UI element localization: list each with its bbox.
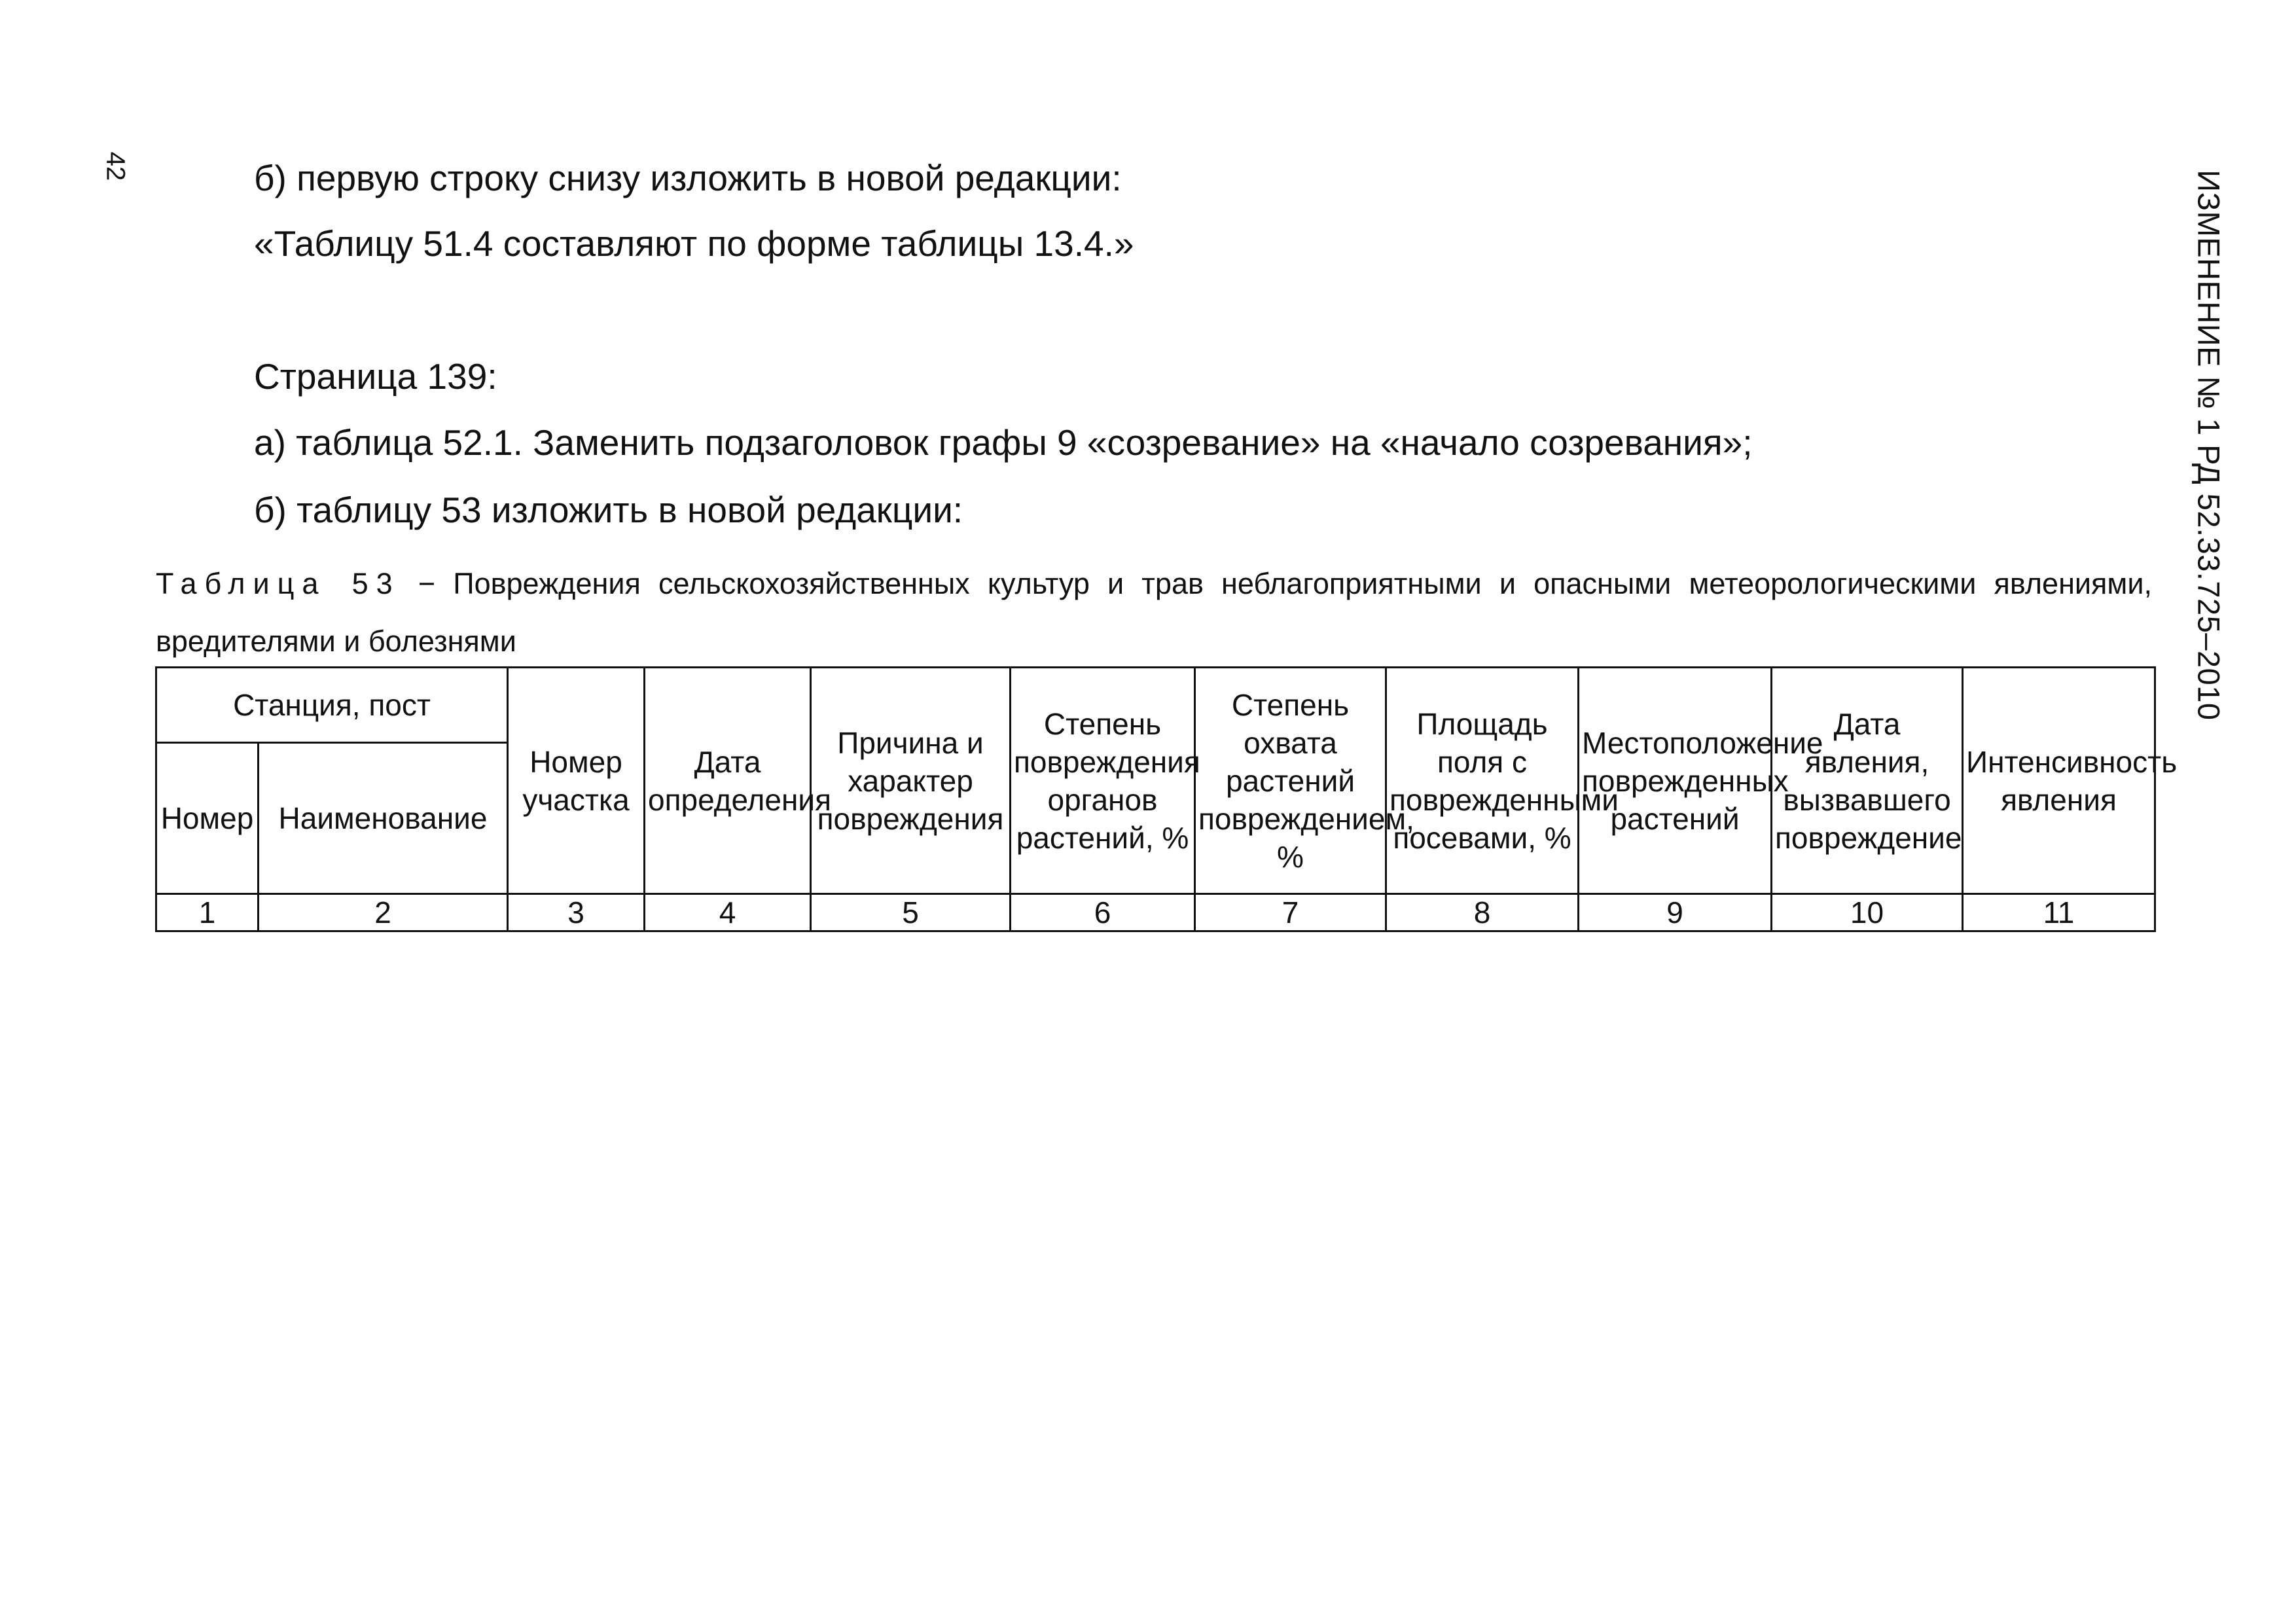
body-line-4: а) таблица 52.1. Заменить подзаголовок графы 9 «созревание» на «начало созревания»; (254, 422, 1753, 463)
column-number: 11 (1963, 894, 2155, 931)
column-number: 3 (508, 894, 645, 931)
column-number: 10 (1772, 894, 1963, 931)
table-caption-label: Таблица 53 (156, 567, 401, 600)
page-number-text: 42 (101, 151, 130, 181)
column-number: 2 (259, 894, 508, 931)
header-intensity: Интенсивность явления (1963, 668, 2155, 894)
header-damage-degree: Степень повреждения органов растений, % (1011, 668, 1195, 894)
header-phenomenon-date: Дата явления, вызвавшего повреждение (1772, 668, 1963, 894)
column-number: 8 (1386, 894, 1579, 931)
column-number: 5 (811, 894, 1011, 931)
header-coverage-degree: Степень охвата растений повреждением, % (1195, 668, 1386, 894)
column-number: 1 (156, 894, 259, 931)
header-damaged-location: Местоположение поврежденных растений (1579, 668, 1772, 894)
table-caption-text: − Повреждения сельскохозяйственных культур и трав неблагоприятными и опасными метеорологическими явлениями, вредителями и болезнями (156, 567, 2152, 658)
header-station: Станция, пост (156, 668, 508, 743)
column-number: 9 (1579, 894, 1772, 931)
header-station-number: Номер (156, 743, 259, 894)
body-line-3: Страница 139: (254, 356, 497, 397)
column-number: 7 (1195, 894, 1386, 931)
column-number: 4 (645, 894, 811, 931)
header-date-determined: Дата определения (645, 668, 811, 894)
column-number-row (156, 894, 2155, 931)
damage-table (155, 666, 2178, 932)
running-header-text: ИЗМЕНЕНИЕ № 1 РД 52.33.725–2010 (2191, 170, 2227, 721)
header-damage-cause: Причина и характер повреждения (811, 668, 1011, 894)
header-field-area: Площадь поля с поврежденными посевами, % (1386, 668, 1579, 894)
table-caption (156, 555, 2152, 670)
header-station-name: Наименование (259, 743, 508, 894)
body-line-1: б) первую строку снизу изложить в новой редакции: (254, 158, 1122, 198)
body-line-2: «Таблицу 51.4 составляют по форме таблицы 13.4.» (254, 223, 1134, 264)
header-row-1 (156, 668, 2155, 743)
header-plot-number: Номер участка (508, 668, 645, 894)
column-number: 6 (1011, 894, 1195, 931)
body-line-5: б) таблицу 53 изложить в новой редакции: (254, 490, 963, 530)
